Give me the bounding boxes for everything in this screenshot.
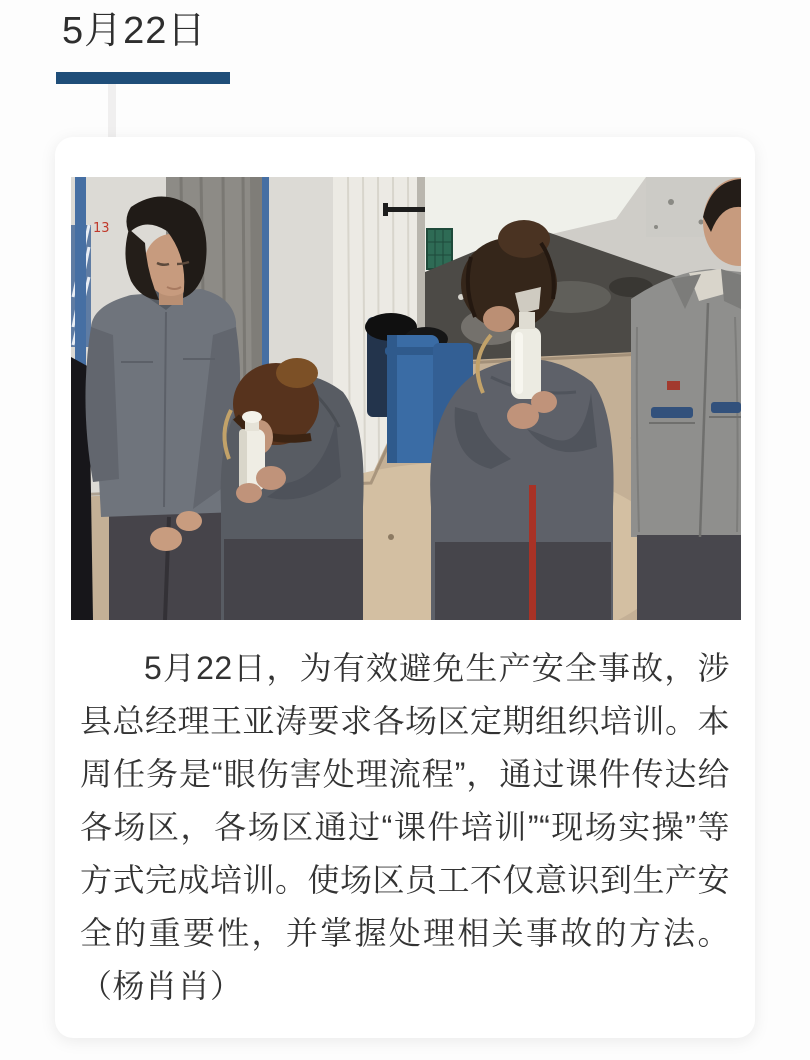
training-photo xyxy=(71,177,741,620)
date-header: 5月22日 xyxy=(62,10,207,52)
article-paragraph: 5月22日，为有效避免生产安全事故，涉县总经理王亚涛要求各场区定期组织培训。本周任务是“眼伤害处理流程”，通过课件传达给各场区，各场区通过“课件培训”“现场实操”等方式完成培训。使场区员工不仅意识到生产安全的重要性，并掌握处理相关事故的方法。（杨肖肖） xyxy=(80,650,731,1004)
date-underline-bar xyxy=(56,72,230,84)
svg-text:13: 13 xyxy=(93,221,110,236)
timeline-connector-line xyxy=(108,84,116,138)
article-card xyxy=(55,137,755,1038)
training-photo-illustration xyxy=(71,177,741,620)
